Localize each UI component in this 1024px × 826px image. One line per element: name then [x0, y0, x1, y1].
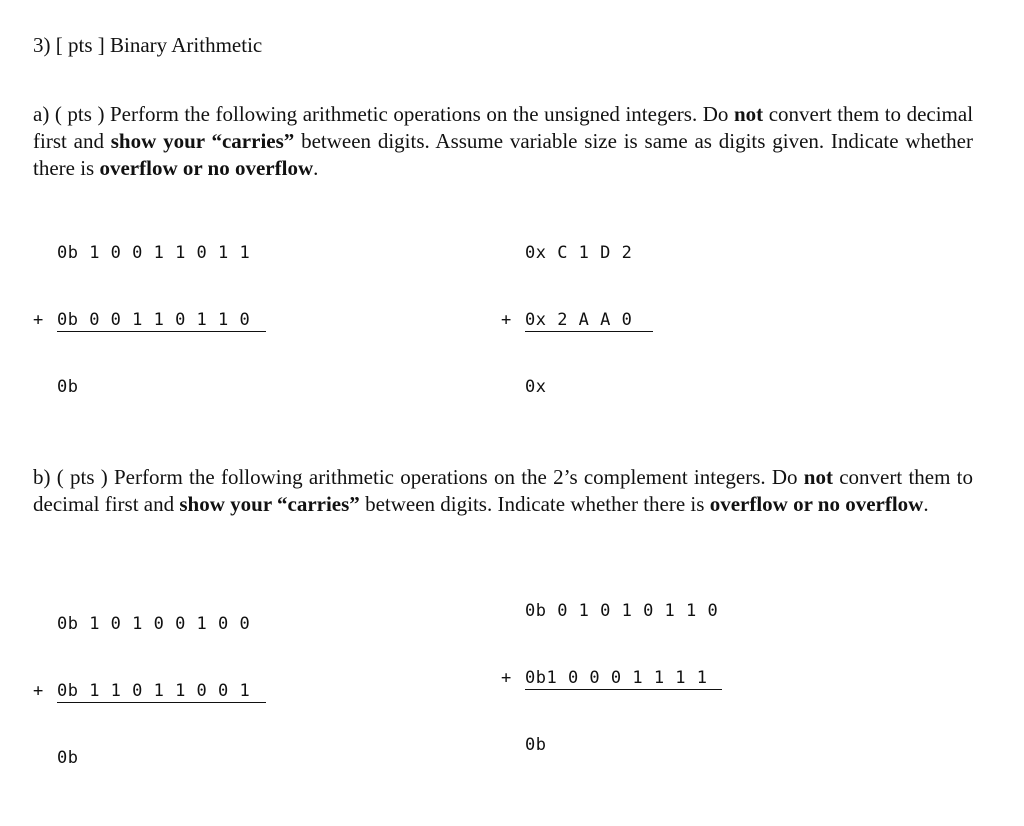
question-points: [ pts ] — [55, 33, 105, 57]
part-b-p1-sum-line — [57, 702, 266, 703]
part-b-label: b) — [33, 465, 51, 489]
part-a-problem-2 — [501, 200, 644, 421]
part-a-label: a) — [33, 102, 50, 126]
part-a-text-3: between digits. Assume variable size is same as digits given. Indicate whether there is — [33, 129, 973, 180]
part-a-p1-plus-sign: + — [33, 310, 44, 330]
question-title: Binary Arithmetic — [110, 33, 263, 57]
part-a-p1-sum-line — [57, 331, 266, 332]
part-b-bold-not: not — [803, 465, 833, 489]
part-a-problem-1 — [33, 200, 251, 421]
question-heading — [33, 33, 262, 58]
part-a-points: ( pts ) — [54, 102, 105, 126]
part-b-p1-plus-sign: + — [33, 681, 44, 701]
question-number: 3) — [33, 33, 51, 57]
part-b-bold-overflow: overflow or no overflow — [709, 492, 924, 516]
part-b-p2-bottom-operand: 0b1 0 0 0 1 1 1 1 — [525, 668, 708, 688]
part-a-instructions — [33, 101, 973, 182]
part-b-text-2: convert them to decimal first and — [33, 465, 974, 516]
part-a-period: . — [313, 156, 319, 180]
part-a-bold-not: not — [733, 102, 764, 126]
part-a-p2-result: 0x — [525, 377, 547, 397]
part-a-p2-bottom-operand: 0x 2 A A 0 — [525, 310, 644, 330]
part-b-text-3: between digits. Indicate whether there is — [365, 492, 705, 516]
part-a-text-2: convert them to decimal first and — [33, 102, 974, 153]
part-a-text-1: Perform the following arithmetic operations on the unsigned integers. Do — [109, 102, 729, 126]
part-b-period: . — [923, 492, 929, 516]
part-b-p1-result: 0b — [57, 748, 79, 768]
part-a-p1-top-operand: 0b 1 0 0 1 1 0 1 1 — [57, 243, 251, 263]
part-b-points: ( pts ) — [56, 465, 108, 489]
part-a-p2-sum-line — [525, 331, 653, 332]
part-a-p1-bottom-operand: 0b 0 0 1 1 0 1 1 0 — [57, 310, 251, 330]
part-b-p2-sum-line — [525, 689, 722, 690]
part-b-p2-plus-sign: + — [501, 668, 512, 688]
part-b-p2-result: 0b — [525, 735, 547, 755]
part-a-bold-show-carries: show your “carries” — [110, 129, 295, 153]
part-b-p1-bottom-operand: 0b 1 1 0 1 1 0 0 1 — [57, 681, 251, 701]
part-b-p2-top-operand: 0b 0 1 0 1 0 1 1 0 — [525, 601, 719, 621]
part-b-p1-top-operand: 0b 1 0 1 0 0 1 0 0 — [57, 614, 251, 634]
part-b-bold-show-carries: show your “carries” — [179, 492, 360, 516]
part-a-p2-top-operand: 0x C 1 D 2 — [525, 243, 633, 263]
part-b-problem-2 — [501, 558, 719, 779]
part-b-problem-1 — [33, 571, 251, 792]
part-a-p2-plus-sign: + — [501, 310, 512, 330]
part-a-bold-overflow: overflow or no overflow — [99, 156, 314, 180]
part-a-p1-result: 0b — [57, 377, 79, 397]
part-b-instructions — [33, 464, 973, 518]
part-b-text-1: Perform the following arithmetic operations on the 2’s complement integers. Do — [114, 465, 798, 489]
